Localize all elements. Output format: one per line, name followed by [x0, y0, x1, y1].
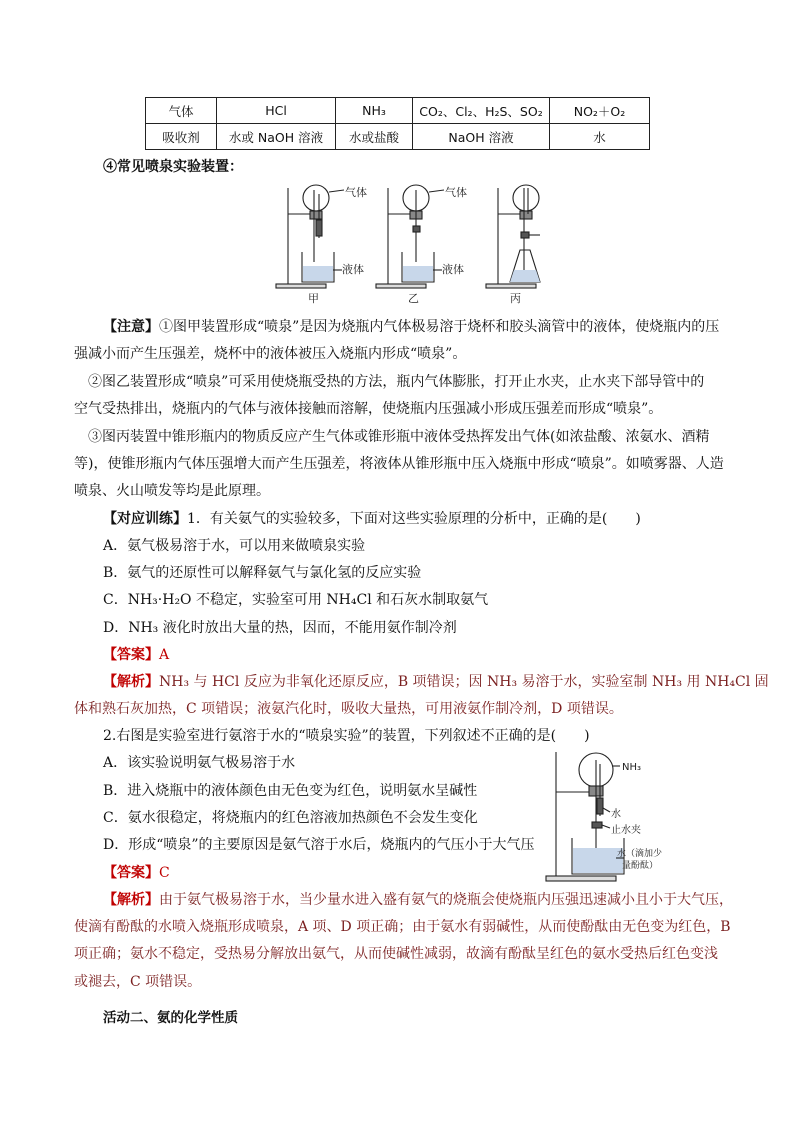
label-beaker: 量酚酞）	[622, 861, 659, 871]
option-a: A．该实验说明氨气极易溶于水	[103, 755, 296, 771]
table-cell: 水或 NaOH 溶液	[217, 124, 336, 150]
note-text: 喷泉、火山喷发等均是此原理。	[74, 483, 270, 499]
table-cell: 水	[550, 124, 650, 150]
answer-tag: 【答案】	[103, 647, 159, 663]
option-a: A．氨气极易溶于水，可以用来做喷泉实验	[103, 538, 366, 554]
note-text: 空气受热排出，烧瓶内的气体与液体接触而溶解，使烧瓶内压强减小形成压强差而形成“喷泉”。	[74, 401, 663, 417]
note-paragraph-3: ③图丙装置中锥形瓶内的物质反应产生气体或锥形瓶中液体受热挥发出气体(如浓盐酸、浓氨水、酒精	[88, 429, 710, 445]
analysis-text: 由于氨气极易溶于水，当少量水进入盛有氨气的烧瓶会使烧瓶内压强迅速减小且小于大气压，	[159, 892, 733, 908]
note-paragraph-1	[103, 316, 719, 336]
option-d: D．形成“喷泉”的主要原因是氨气溶于水后，烧瓶内的气压小于大气压	[103, 837, 535, 853]
fountain-apparatus-figure	[270, 180, 560, 308]
option-b: B．氨气的还原性可以解释氨气与氯化氢的反应实验	[103, 565, 422, 581]
answer-2	[103, 862, 170, 882]
table-cell: HCl	[217, 98, 336, 124]
note-text: ①图甲装置形成“喷泉”是因为烧瓶内气体极易溶于烧杯和胶头滴管中的液体，使烧瓶内的压	[159, 319, 720, 335]
table-cell: NaOH 溶液	[413, 124, 550, 150]
apparatus-yi	[376, 185, 444, 288]
analysis-text: 使滴有酚酞的水喷入烧瓶形成喷泉，A 项、D 项正确；由于氨水有弱碱性，从而使酚酞由无色变为红色，B	[74, 919, 731, 935]
analysis-text: 项正确；氨水不稳定，受热易分解放出氨气，从而使碱性减弱，故滴有酚酞呈红色的氨水受热后红色变浅	[74, 946, 718, 962]
label-water: 水	[611, 809, 621, 820]
table-cell: CO₂、Cl₂、H₂S、SO₂	[413, 98, 550, 124]
answer-tag: 【答案】	[103, 865, 159, 881]
answer-value: A	[159, 647, 170, 663]
analysis-text: 或褪去，C 项错误。	[74, 974, 202, 990]
table-cell: 吸收剂	[146, 124, 217, 150]
table-cell: NH₃	[336, 98, 413, 124]
analysis-text: NH₃ 与 HCl 反应为非氧化还原反应，B 项错误；因 NH₃ 易溶于水，实验室制 NH₃ 用 NH₄Cl 固	[159, 674, 769, 690]
note-text: 等)，使锥形瓶内气体压强增大而产生压强差，将液体从锥形瓶中压入烧瓶中形成“喷泉”。如喷雾器、人造	[74, 456, 724, 472]
label-jia: 甲	[308, 292, 319, 305]
section-heading: ④常见喷泉实验装置：	[103, 159, 243, 175]
apparatus-bing	[486, 185, 540, 288]
ammonia-fountain-figure	[540, 742, 680, 885]
label-liquid: 液体	[342, 263, 364, 276]
label-yi: 乙	[408, 292, 419, 305]
table-cell: 水或盐酸	[336, 124, 413, 150]
option-c: C．NH₃·H₂O 不稳定，实验室可用 NH₄Cl 和石灰水制取氨气	[103, 592, 489, 608]
analysis-text: 体和熟石灰加热，C 项错误；液氨汽化时，吸收大量热，可用液氨作制冷剂，D 项错误。	[74, 701, 623, 717]
label-bing: 丙	[510, 292, 521, 305]
table-row	[146, 98, 650, 124]
question-text: 1．有关氨气的实验较多，下面对这些实验原理的分析中，正确的是( )	[187, 511, 641, 527]
note-paragraph-2: ②图乙装置形成“喷泉”可采用使烧瓶受热的方法，瓶内气体膨胀，打开止水夹，止水夹下部导管中的	[88, 374, 705, 390]
option-d: D．NH₃ 液化时放出大量的热，因而，不能用氨作制冷剂	[103, 620, 457, 636]
label-beaker: 水（滴加少	[617, 849, 663, 859]
absorbent-table	[145, 97, 650, 150]
analysis-2	[103, 889, 733, 909]
activity-heading: 活动二、氨的化学性质	[103, 1010, 238, 1026]
label-nh3: NH₃	[622, 762, 642, 773]
question-1-stem	[103, 508, 641, 528]
answer-1	[103, 644, 169, 664]
analysis-tag: 【解析】	[103, 674, 159, 690]
option-b: B．进入烧瓶中的液体颜色由无色变为红色，说明氨水呈碱性	[103, 783, 478, 799]
training-tag: 【对应训练】	[103, 511, 187, 527]
note-text: 强减小而产生压强差，烧杯中的液体被压入烧瓶内形成“喷泉”。	[74, 346, 467, 362]
question-2-stem: 2.右图是实验室进行氨溶于水的“喷泉实验”的装置，下列叙述不正确的是( )	[103, 728, 590, 744]
answer-value: C	[159, 865, 170, 881]
analysis-1	[103, 671, 769, 691]
table-cell: NO₂＋O₂	[550, 98, 650, 124]
label-gas: 气体	[345, 186, 367, 199]
table-cell: 气体	[146, 98, 217, 124]
analysis-tag: 【解析】	[103, 892, 159, 908]
note-tag: 【注意】	[103, 319, 159, 335]
table-row	[146, 124, 650, 150]
option-c: C．氨水很稳定，将烧瓶内的红色溶液加热颜色不会发生变化	[103, 810, 478, 826]
label-gas: 气体	[445, 186, 467, 199]
apparatus-jia	[276, 185, 344, 288]
label-clamp: 止水夹	[611, 825, 641, 836]
label-liquid: 液体	[442, 263, 464, 276]
